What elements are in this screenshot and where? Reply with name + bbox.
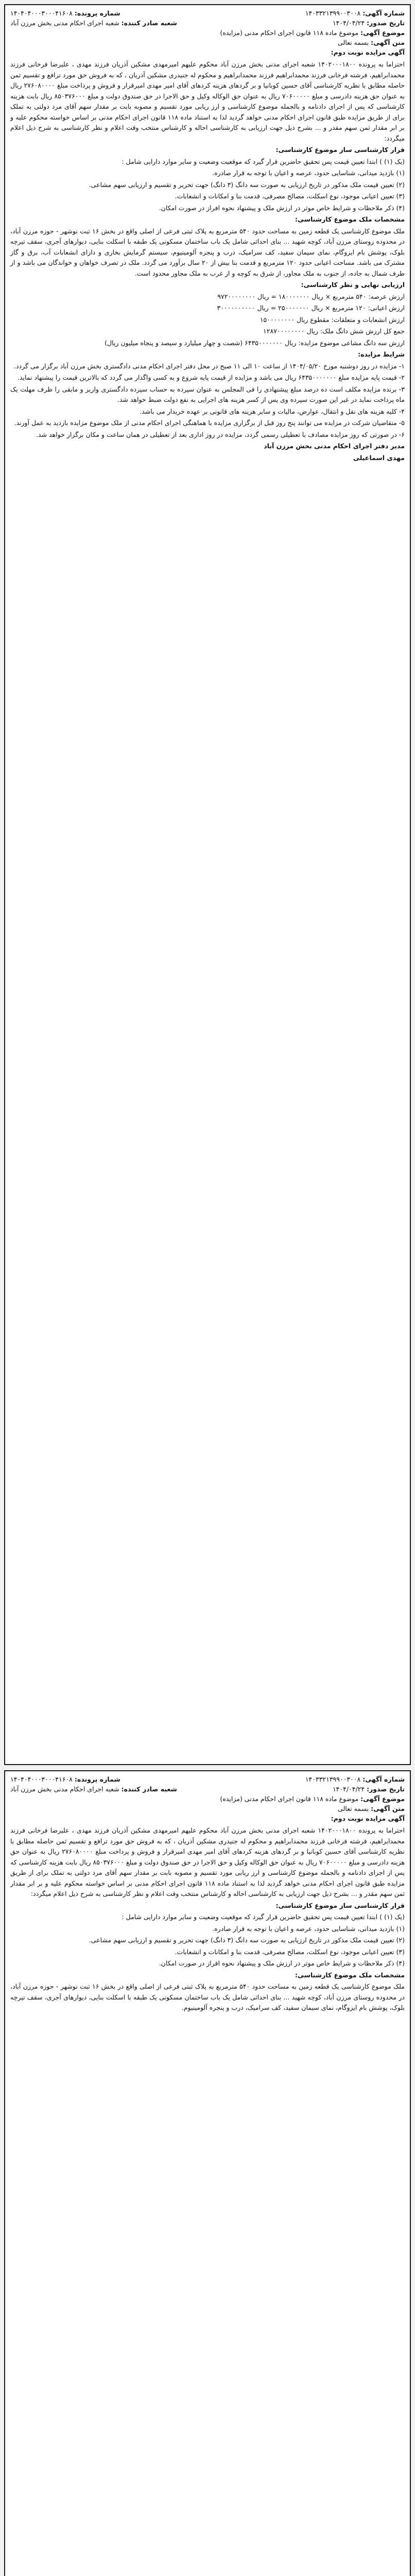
auction-condition: ۵- متقاضیان شرکت در مزایده می توانند پنج روز قبل از برگزاری مزایده با هماهنگی اجرای احکام مدنی از ملک موضوع مزایده بازدید به عمل آورند. xyxy=(14,419,405,427)
notice-meta xyxy=(5,1771,410,1824)
meta-row-notice-title xyxy=(10,1814,405,1823)
valuation-line: ارزش انشعابات و متعلقات: مقطوع ریال ۱۵۰۰۰۰۰۰۰۰ xyxy=(260,315,405,324)
notice-text-label: متن آگهی: بسمه تعالی xyxy=(338,39,405,46)
notice-page-2 xyxy=(4,1770,411,2576)
body-item: (۴) ذکر ملاحظات و شرایط خاص موثر در ارزش ملک و پیشنهاد نحوه افراز در صورت امکان. xyxy=(159,204,405,212)
notice-meta xyxy=(5,5,410,58)
auction-condition: ۴- کلیه هزینه های نقل و انتقال، عوارض، مالیات و سایر هزینه های قانونی بر عهده خریدار می باشد. xyxy=(140,407,405,415)
valuation-section-title: ارزیابی نهایی و نظر کارشناسی: xyxy=(301,281,405,289)
property-section-title: مشخصات ملک موضوع کارشناسی: xyxy=(295,215,405,223)
valuation-line: ارزش سه دانگ مشاعی موضوع مزایده: ریال ۶۴۳۵۰۰۰۰۰۰۰ (شصت و چهار میلیارد و سیصد و پنجاه میلیون ریال) xyxy=(105,338,405,347)
body-paragraph: احتراما به پرونده ۱۴۰۲۰۰۰۱۸۰۰ شعبه اجرای مدنی بخش مرزن آباد محکوم علیهم امیرمهدی مشکین آذریان فرزند مهدی ، علیرضا فرخانی فرزند محمدابراهیم، فرشته فرخانی فرزند محمدابراهیم و محکوم له جنیدری مشکین آذریان ، که به فروش حق مورد ترافع و تقسیم ثمن حاصله مطابق با نظریه کارشناسی آقای حسین کوبانیا و بر گردهای هزینه کردهای آقای امیر مهدی امیرقرار و فروش و پرداخت مبلغ ۲۷۶۰۸۰۰۰۰ ریال به عنوان حق هزینه دادرسی و مبلغ ۷۰۶۰۰۰۰۰ ریال به عنوان حق الوکاله وکیل و حق الاجرا در حق صندوق دولت و مبلغ ۸۵۰۳۷۶۰۰۰ ریال بابت هزینه کارشناسی که پس از اجرای دادنامه و بالجمله موضوع کارشناسی و ارز ریابی مورد تقسیم و مصوبه بابت بر مقدار سهم آقای مرد دولتی به تملک برای از طریق مزایده طبق قانون اجرای احکام مدنی خواهد گردید لذا به استناد ماده ۱۱۸ قانون اجرای احکام مدنی بر اساس خواسته محکوم علیه و بر ابر مقدار ثمن سهم مقدر و ... بشرح ذیل جهت ارزیابی به کارشناسی احاله و کارشناس منتخب وقت اعلام و نظر کارشناسی به شرح ذیل اعلام میگردد: xyxy=(10,1826,405,1897)
body-item: (۱) بازدید میدانی، شناسایی حدود، عرصه و اعیان با توجه به قرار صادره. xyxy=(212,169,405,177)
auction-condition: ۱- مزایده در روز دوشنبه مورخ ۱۴۰۴/۰۵/۲۰ از ساعت ۱۰ الی ۱۱ صبح در محل دفتر اجرای احکام مدنی دادگستری بخش مرزن آباد برگزار می گردد. xyxy=(13,362,405,370)
closing-office: مدیر دفتر اجرای احکام مدنی بخش مرزن آباد xyxy=(264,442,405,450)
meta-row-date-issuer xyxy=(10,18,405,28)
meta-row-date-issuer xyxy=(10,1784,405,1794)
valuation-line: ارزش اعیانی: ۱۲۰ مترمربع × ریال ۲۵۰۰۰۰۰۰۰ = ریال ۳۰۰۰۰۰۰۰۰۰۰ xyxy=(217,304,405,312)
notice-title: آگهی مزایده نوبت دوم: xyxy=(331,48,405,56)
body-item: (۴) ذکر ملاحظات و شرایط خاص موثر در ارزش ملک و پیشنهاد نحوه افراز در صورت امکان. xyxy=(159,1959,405,1967)
property-section-title: مشخصات ملک موضوع کارشناسی: xyxy=(295,1971,405,1979)
auction-section-title: شرایط مزایده: xyxy=(358,350,405,358)
notice-text-label: متن آگهی: بسمه تعالی xyxy=(338,1805,405,1812)
closing-signatory: مهدی اسماعیلی xyxy=(353,453,405,462)
notice-body xyxy=(5,1824,410,2018)
meta-row-notice-title xyxy=(10,47,405,57)
body-item: (۳) تعیین اعیانی موجود، نوع اسکلت، مصالح مصرفی، قدمت بنا و امکانات و انشعابات. xyxy=(175,192,405,200)
notice-body xyxy=(5,58,410,467)
valuation-line: جمع کل ارزش شش دانگ ملک: ریال ۱۲۸۷۰۰۰۰۰۰۰۰ xyxy=(263,327,405,335)
issue-date: تاریخ صدور: ۱۴۰۴/۰۴/۲۴ xyxy=(332,19,405,27)
meta-row-text-label xyxy=(10,1804,405,1814)
ad-number: شماره آگهی: ۱۴۰۳۳۲۱۳۹۹۰۰۳۰۰۸ xyxy=(305,1775,405,1783)
file-number: شماره پرونده: ۱۴۰۴۰۴۰۰۰۳۰۰۰۴۱۶۰۸ xyxy=(10,9,120,17)
issuer: شعبه صادر کننده: شعبه اجرای احکام مدنی بخش مرزن آباد xyxy=(10,1785,177,1793)
auction-condition: ۳- برنده مزایده مکلف است ده درصد مبلغ پیشنهادی را فی المجلس به عنوان سپرده به حساب سپرده دادگستری واریز و مابقی را ظرف مهلت یک ماه پرداخت نماید در غیر این صورت سپرده وی پس از کسر هزینه های اجرایی به نفع دولت ضبط خواهد شد. xyxy=(10,385,405,403)
meta-row-numbers xyxy=(10,1774,405,1784)
ad-number: شماره آگهی: ۱۴۰۳۳۲۱۳۹۹۰۰۳۰۰۸ xyxy=(305,9,405,17)
body-paragraph: (یک (۱) ) ابتدا تعیین قیمت پس تحقیق حاضرین قرار گیرد که موقعیت وضعیت و سایر موارد دارایی شامل : xyxy=(122,157,405,165)
body-heading: قرار کارشناسی ساز موضوع کارشناسی: xyxy=(275,1901,405,1909)
meta-row-numbers xyxy=(10,8,405,18)
issuer: شعبه صادر کننده: شعبه اجرای احکام مدنی بخش مرزن آباد xyxy=(10,19,177,27)
body-paragraph: احتراما به پرونده ۱۴۰۲۰۰۰۱۸۰۰ شعبه اجرای مدنی بخش مرزن آباد محکوم علیهم امیرمهدی مشکین آذریان فرزند مهدی ، علیرضا فرخانی فرزند محمدابراهیم، فرشته فرخانی فرزند محمدابراهیم فرزند محمدابراهیم و محکوم له جنیدری مشکین آذریان ، که به فروش حق مورد ترافع و تقسیم ثمن حاصله مطابق با نظریه کارشناسی آقای حسین کوبانیا و بر گردهای هزینه کردهای آقای امیر مهدی امیرقرار و فروش و پرداخت مبلغ ۲۷۶۰۸۰۰۰۰ ریال به عنوان حق هزینه دادرسی و مبلغ ۷۰۶۰۰۰۰۰ ریال به عنوان حق الوکاله وکیل و حق الاجرا در حق صندوق دولت و مبلغ ۸۵۰۳۷۶۰۰۰ ریال بابت هزینه کارشناسی که پس از اجرای دادنامه و بالجمله موضوع کارشناسی و ارز ریابی مورد تقسیم و مصوبه بابت بر مقدار سهم آقای مرد دولتی به تملک برای از طریق مزایده طبق قانون اجرای احکام مدنی خواهد گردید لذا به استناد ماده ۱۱۸ قانون اجرای احکام مدنی بر اساس خواسته محکوم علیه و بر ابر مقدار ثمن سهم مقدر و ... بشرح ذیل جهت ارزیابی به کارشناسی احاله و کارشناس منتخب وقت اعلام و نظر کارشناسی به شرح ذیل اعلام میگردد: xyxy=(10,60,405,142)
valuation-line: ارزش عرصه: ۵۴۰ مترمربع × ریال ۱۸۰۰۰۰۰۰۰ = ریال ۹۷۲۰۰۰۰۰۰۰۰ xyxy=(217,292,405,300)
body-item: (۱) بازدید میدانی، شناسایی حدود، عرصه و اعیان با توجه به قرار صادره. xyxy=(212,1924,405,1933)
body-paragraph: (یک (۱) ) ابتدا تعیین قیمت پس تحقیق حاضرین قرار گیرد که موقعیت وضعیت و سایر موارد دارایی شامل : xyxy=(122,1913,405,1921)
notice-page-1 xyxy=(4,4,411,1765)
auction-condition: ۶- در صورتی که روز مزایده مصادف با تعطیلی رسمی گردد، مزایده در روز اداری بعد از تعطیلی در همان ساعت و مکان برگزار خواهد شد. xyxy=(36,430,405,438)
body-item: (۲) تعیین قیمت ملک مذکور در تاریخ ارزیابی به صورت سه دانگ (۳ دانگ) جهت تحریر و تقسیم و ارزیابی سهم مشاعی. xyxy=(89,180,405,189)
notice-subject: موضوع آگهی: موضوع ماده ۱۱۸ قانون اجرای احکام مدنی (مزایده) xyxy=(220,1795,405,1803)
body-heading: قرار کارشناسی ساز موضوع کارشناسی: xyxy=(275,146,405,154)
meta-row-text-label xyxy=(10,38,405,47)
meta-row-subject xyxy=(10,1794,405,1804)
auction-condition: ۲- قیمت پایه مزایده مبلغ ۶۴۳۵۰۰۰۰۰۰۰ ریال می باشد و مزایده از قیمت پایه شروع و به کسی واگذار می گردد که بالاترین قیمت را پیشنهاد نماید. xyxy=(17,374,405,381)
body-item: (۳) تعیین اعیانی موجود، نوع اسکلت، مصالح مصرفی، قدمت بنا و امکانات و انشعابات. xyxy=(175,1947,405,1956)
body-item: (۲) تعیین قیمت ملک مذکور در تاریخ ارزیابی به صورت سه دانگ (۳ دانگ) جهت تحریر و تقسیم و ارزیابی سهم مشاعی. xyxy=(89,1936,405,1944)
notice-title: آگهی مزایده نوبت دوم: xyxy=(331,1815,405,1822)
meta-row-subject xyxy=(10,28,405,38)
file-number: شماره پرونده: ۱۴۰۴۰۴۰۰۰۳۰۰۰۴۱۶۰۸ xyxy=(10,1775,120,1783)
property-section-body: ملک موضوع کارشناسی یک قطعه زمین به مساحت حدود ۵۴۰ مترمربع به پلاک ثبتی فرعی از اصلی واقع در بخش ۱۶ ثبت نوشهر - حوزه مرزن آباد، در محدوده روستای مرزن آباد، کوچه شهید ... بنای احداثی شامل یک باب ساختمان مسکونی یک طبقه با اسکلت بنایی، دیوارهای آجری، سقف تیرچه بلوک، پوشش بام ایزوگام، نمای سیمان سفید، کف سرامیک، درب و پنجره آلومینیوم. xyxy=(10,1982,405,2011)
notice-subject: موضوع آگهی: موضوع ماده ۱۱۸ قانون اجرای احکام مدنی (مزایده) xyxy=(220,29,405,37)
property-section-body: ملک موضوع کارشناسی یک قطعه زمین به مساحت حدود ۵۴۰ مترمربع به پلاک ثبتی فرعی از اصلی واقع در بخش ۱۶ ثبت نوشهر - حوزه مرزن آباد، در محدوده روستای مرزن آباد، کوچه شهید ... بنای احداثی شامل یک باب ساختمان مسکونی یک طبقه با اسکلت بنایی، دیوارهای آجری، سقف تیرچه بلوک، پوشش بام ایزوگام، نمای سیمان سفید، کف سرامیک، درب و پنجره آلومینیوم، سیستم گرمایش بخاری و دارای انشعابات آب، برق و گاز مشترک می باشد. مساحت اعیانی حدود ۱۲۰ مترمربع و قدمت بنا بیش از ۲۰ سال برآورد می گردد. ملک در تصرف خواهان و خواندگان می باشد و از طرف شمال به جاده، از جنوب به ملک مجاور، از شرق به کوچه و از غرب به ملک مجاور محدود است. xyxy=(10,227,405,277)
issue-date: تاریخ صدور: ۱۴۰۴/۰۴/۲۴ xyxy=(332,1785,405,1793)
